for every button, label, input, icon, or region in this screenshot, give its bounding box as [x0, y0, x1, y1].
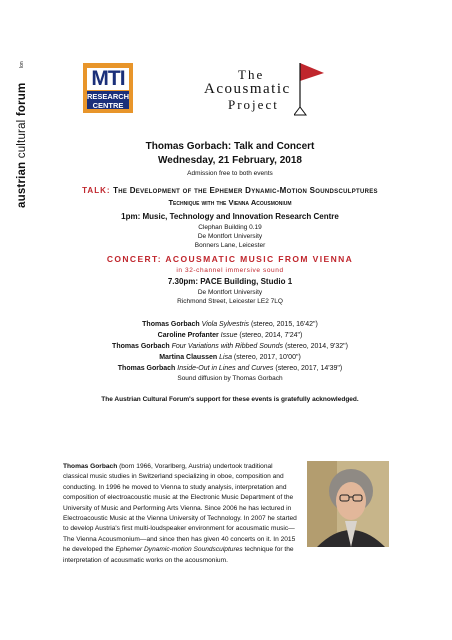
- programme-item: [60, 363, 400, 374]
- work-title: Issue: [220, 332, 238, 339]
- concert-heading: [60, 254, 400, 265]
- bio-technique: Ephemer Dynamic-motion Soundsculptures: [115, 546, 243, 554]
- event-title: Thomas Gorbach: Talk and Concert: [145, 141, 315, 152]
- sound-diffusion-note: Sound diffusion by Thomas Gorbach: [177, 375, 283, 382]
- concert-time: 7.30pm: PACE Building, Studio 1: [167, 277, 293, 286]
- work-composer: Thomas Gorbach: [142, 321, 200, 328]
- work-composer: Thomas Gorbach: [117, 365, 176, 372]
- logo-word-austrian: austrian: [16, 161, 28, 208]
- work-details: (stereo, 2014, 9'32"): [284, 343, 348, 350]
- portrait-photo: [307, 461, 389, 547]
- talk-time: 1pm: Music, Technology and Innovation Research Centre: [121, 212, 339, 221]
- flag-icon: [294, 59, 328, 119]
- programme-item: [60, 352, 400, 363]
- logo-word-forum: forum: [16, 82, 28, 117]
- work-details: (stereo, 2014, 7'24"): [239, 332, 303, 339]
- logo-word-cultural: cultural: [16, 119, 28, 159]
- biography-text: [63, 462, 298, 566]
- work-title: Four Variations with Ribbed Sounds: [171, 343, 283, 350]
- acousmatic-logo-line3: Project: [228, 97, 279, 112]
- bio-part-1: (born 1966, Vorarlberg, Austria) undertook traditional classical music studies in Switzerland specializing in oboe, composition and conducting. In 1996 he moved to Vienna to study analysis, interpretation and composition of electroacoustic music at the Electronic Music Department of the University of Music and Performing Arts Vienna. Since 2006 he has lectured in Electroacoustic Music at the Vienna University of Technology. In 2007 he started to develop Austria's first multi-loudspeaker environment for acousmatic music—The Vienna Acousmonium—and since then has given 40 concerts on it. In 2015 he developed the: [63, 463, 297, 554]
- talk-place-3: Bonners Lane, Leicester: [194, 242, 266, 249]
- mti-research-centre-logo: [83, 63, 133, 113]
- acousmatic-logo-line2: Acousmatic: [204, 81, 291, 97]
- talk-place-1: Clephan Building 0.19: [198, 224, 262, 231]
- bio-part-2: technique for the interpretation of acousmatic works on the acousmonium.: [63, 546, 294, 564]
- concert-title: ACOUSMATIC MUSIC FROM VIENNA: [165, 254, 354, 264]
- work-composer: Martina Claussen: [159, 354, 218, 361]
- event-date: Wednesday, 21 February, 2018: [158, 155, 302, 166]
- acousmatic-project-logo: [204, 67, 324, 115]
- logo-superscript: lon: [19, 61, 25, 68]
- programme-list: [60, 319, 400, 384]
- admission-note: Admission free to both events: [187, 170, 273, 177]
- work-title: Viola Sylvestris: [201, 321, 250, 328]
- bio-name: Thomas Gorbach: [63, 463, 118, 470]
- mti-logo-subtitle: [87, 91, 129, 109]
- work-details: (stereo, 2015, 16'42"): [250, 321, 318, 328]
- concert-label: CONCERT:: [106, 254, 162, 264]
- programme-item: [60, 330, 400, 341]
- portrait-illustration: [307, 461, 389, 547]
- programme-item: [60, 319, 400, 330]
- acousmatic-logo-line1: The: [238, 67, 265, 82]
- talk-label: TALK:: [82, 186, 111, 195]
- talk-title-line1: The Development of the Ephemer Dynamic-Motion Soundsculptures: [113, 186, 378, 195]
- programme-item: [60, 341, 400, 352]
- work-details: (stereo, 2017, 10'00"): [233, 354, 301, 361]
- talk-title-line2: Technique with the Vienna Acousmonium: [168, 198, 292, 207]
- acknowledgement: The Austrian Cultural Forum's support for these events is gratefully acknowledged.: [101, 396, 359, 403]
- mti-logo-line2: CENTRE: [92, 101, 124, 110]
- work-composer: Thomas Gorbach: [112, 343, 170, 350]
- work-title: Inside-Out in Lines and Curves: [177, 365, 274, 372]
- concert-place-2: Richmond Street, Leicester LE2 7LQ: [177, 298, 283, 305]
- mti-logo-line1: RESEARCH: [87, 92, 130, 101]
- austrian-cultural-forum-logo: [16, 58, 30, 208]
- talk-heading: [40, 185, 420, 197]
- concert-place-1: De Montfort University: [197, 289, 263, 296]
- talk-place-2: De Montfort University: [197, 233, 263, 240]
- concert-subtitle: in 32-channel immersive sound: [176, 267, 284, 274]
- work-details: (stereo, 2017, 14'39"): [275, 365, 343, 372]
- work-composer: Caroline Profanter: [157, 332, 219, 339]
- mti-logo-title: MTI: [87, 68, 129, 90]
- work-title: Lisa: [219, 354, 232, 361]
